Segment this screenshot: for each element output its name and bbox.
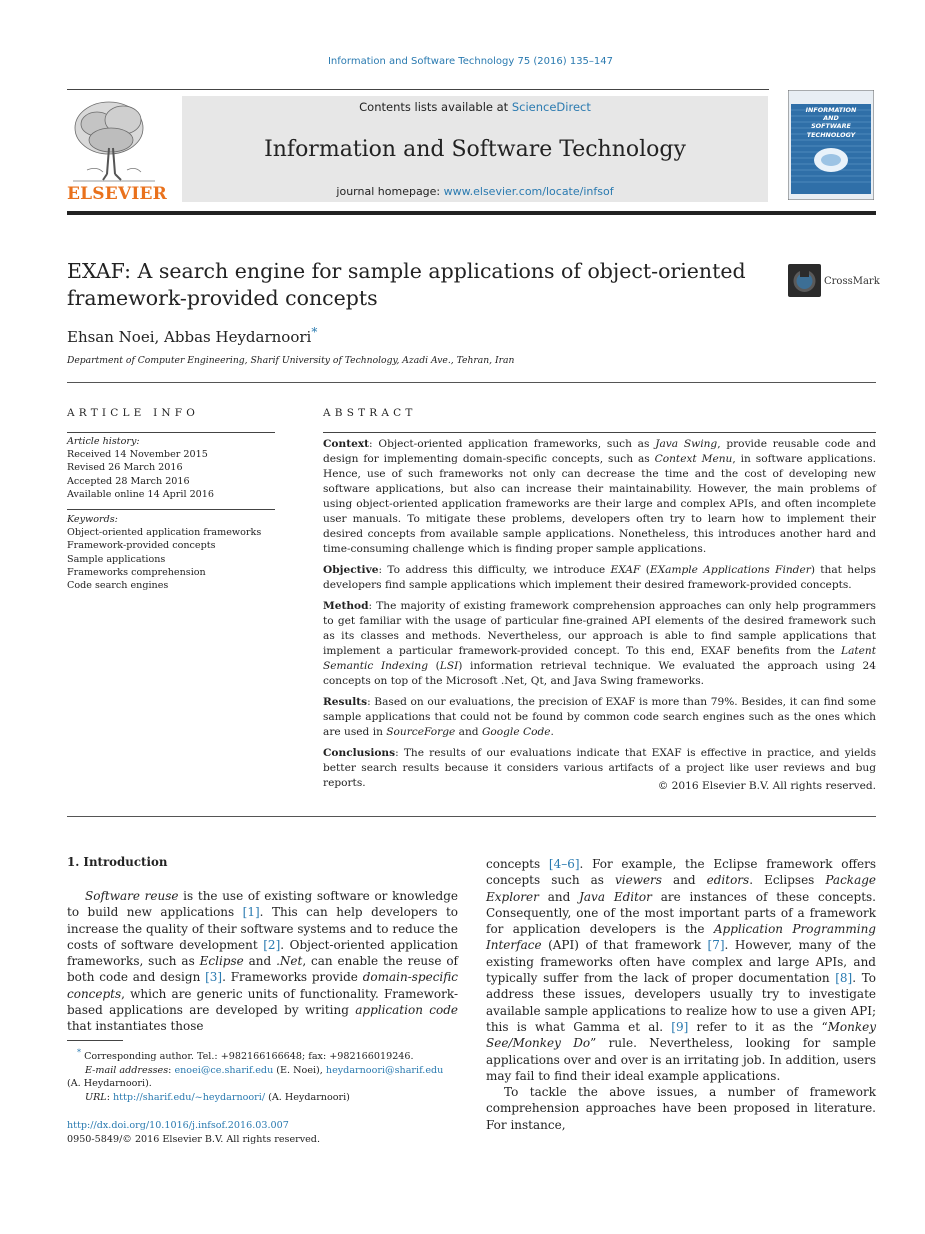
abstract-results [323,695,876,740]
text-run: (A. Heydarnoori) [265,1091,350,1103]
text-run: and [243,954,277,969]
text-run: concepts [486,857,549,871]
text-run: Corresponding author. Tel.: +982166166648; fax: +982166019246. [84,1051,414,1063]
results-label: Results [323,696,368,708]
text-run: Eclipse [199,954,244,969]
text-run: Java Swing [655,438,718,450]
divider [67,509,275,510]
homepage-line [182,185,768,198]
author-list [67,325,317,346]
homepage-prefix: journal homepage: [336,185,444,198]
cover-line: AND [823,114,839,123]
journal-reference[interactable]: Information and Software Technology 75 (2016) 135–147 [327,56,614,67]
text-run: (API) of that framework [541,938,708,953]
text-run: (A. Heydarnoori). [67,1078,152,1090]
divider [67,816,876,817]
issn-line: 0950-5849/© 2016 Elsevier B.V. All rights reserved. [67,1133,320,1145]
text-run: Package Explorer [486,873,877,904]
keyword-item: Framework-provided concepts [67,540,216,552]
text-run: : Based on our evaluations, the precision of EXAF is more than 79%. Besides, it can find some sample applications that could not be found by common code search engines such as the ones which are used in [323,696,876,738]
text-run: that instantiates those [67,1019,204,1034]
author-names: Ehsan Noei, Abbas Heydarnoori [67,328,312,346]
citation-link[interactable]: [9] [671,1019,689,1034]
header-top-rule [67,89,769,90]
abstract-method [323,599,876,689]
divider [67,432,275,433]
text-run: Latent Semantic Indexing [323,645,876,672]
publisher-wordmark: ELSEVIER [67,184,167,204]
keywords-label: Keywords: [67,514,118,525]
text-run: : The majority of existing framework comprehension approaches can only help programmers to get familiar with the usage of particular fine-grained API elements of the desired framework such as its classes and methods. Nevertheless, our approach is able to find sample applications that implement a particular framework-provided concept. To this end, EXAF benefits from the [323,600,876,657]
article-history [67,435,277,501]
text-run: and [538,889,580,904]
text-run: EXample Applications Finder [649,564,811,576]
section-heading: 1. Introduction [67,855,168,869]
text-run: refer to it as the “ [688,1019,828,1034]
text-run: viewers [614,873,662,888]
text-run: . Frameworks provide [222,970,363,985]
footnote-corresponding [67,1046,458,1064]
text-run: : Object-oriented application frameworks, such as [369,438,656,450]
text-run: are instances of these concepts. Consequently, one of the most important parts of a framework for application developers is the [486,889,876,937]
article-info-heading: ARTICLE INFO [67,407,200,419]
text-run: ( [640,564,650,576]
method-label: Method [323,600,369,612]
text-run: ) that helps developers find sample applications which implement their desired framework-provided concepts. [323,564,876,591]
text-run: and [661,873,707,888]
cover-line: TECHNOLOGY [806,130,856,139]
text-run: application code [355,1003,458,1018]
text-run: URL [85,1091,107,1103]
text-run: , can enable the reuse of both code and design [67,954,458,985]
sciencedirect-link[interactable]: ScienceDirect [511,100,591,114]
email-link[interactable]: heydarnoori@sharif.edu [325,1064,444,1076]
text-run: . For example, the Eclipse framework offers concepts such as [486,857,876,888]
doi-block [67,1119,320,1146]
citation-link[interactable]: [7] [707,938,725,953]
citation-link[interactable]: [4–6] [548,857,580,871]
text-run: Monkey See/Monkey Do [486,1019,876,1051]
text-run: . Eclipses [749,873,826,888]
keyword-item: Frameworks comprehension [67,566,206,578]
footnote-mark: * [77,1048,81,1057]
history-label: Article history: [67,436,140,447]
footnote-emails [67,1064,458,1091]
keyword-item: Object-oriented application frameworks [67,527,262,539]
body-paragraph [67,888,458,1035]
citation-link[interactable]: [2] [263,937,281,952]
objective-label: Objective [323,564,379,576]
text-run: : The results of our evaluations indicate that EXAF is effective in practice, and yields better search results because it considers various artifacts of a project like user reviews and bug reports. [323,747,876,789]
history-item: Revised 26 March 2016 [67,462,183,474]
intro-right-column [486,856,876,1133]
copyright: © 2016 Elsevier B.V. All rights reserved. [657,780,876,792]
abstract-context [323,437,876,557]
divider [323,432,876,433]
header-bottom-rule [67,211,876,215]
body-paragraph: To tackle the above issues, a number of framework comprehension approaches have been proposed in literature. For instance, [486,1085,876,1132]
context-label: Context [323,438,370,450]
citation-link[interactable]: [1] [242,905,260,920]
keywords [67,513,277,592]
text-run: : [168,1064,175,1076]
corresponding-author-mark[interactable]: * [311,325,318,339]
text-run: Application Programming Interface [486,922,876,953]
text-run: . [550,726,554,738]
divider [67,382,876,383]
text-run: .Net [276,954,303,969]
affiliation: Department of Computer Engineering, Sharif University of Technology, Azadi Ave., Tehran, Iran [67,355,515,366]
homepage-link[interactable]: www.elsevier.com/locate/infsof [443,185,614,198]
footnote-url [67,1091,458,1105]
text-run: (E. Noei), [273,1064,326,1076]
text-run: E-mail addresses [85,1064,169,1076]
intro-left-column [67,888,458,1035]
crossmark-icon[interactable] [788,264,821,297]
text-run: domain-specific concepts [67,970,458,1001]
abstract-objective [323,563,876,593]
keyword-item: Sample applications [67,553,166,565]
text-run: : To address this difficulty, we introduce [378,564,611,576]
conclusions-label: Conclusions [323,747,396,759]
article-title: EXAF: A search engine for sample applications of object-oriented framework-provided concepts [67,259,746,310]
text-run: ” rule. Nevertheless, looking for sample applications over and over is an irritating job. In addition, users may fail to find their ideal example applications. [486,1036,876,1083]
text-run: : [106,1091,113,1103]
crossmark-label[interactable]: CrossMark [824,276,880,287]
footnote-rule [67,1040,123,1041]
doi-link[interactable]: http://dx.doi.org/10.1016/j.infsof.2016.03.007 [67,1120,289,1131]
text-run: , in software applications. Hence, use of such frameworks not only can decrease the time and the cost of developing new software applications, but also can increase their maintainability. However, the main problems of using object-oriented application frameworks are their large and complex APIs, and often incomplete user manuals. To mitigate these problems, developers often try to learn how to implement their desired concepts from available sample applications. Nonetheless, this introduces another hard and time-consuming challenge which is finding proper sample applications. [323,453,876,555]
abstract-body [323,437,876,797]
footnotes [67,1046,458,1104]
body-paragraph [486,856,876,1084]
history-item: Available online 14 April 2016 [67,488,214,500]
text-run: and [455,726,482,738]
abstract-heading: ABSTRACT [323,407,417,419]
text-run: Context Menu [654,453,733,465]
text-run: . To address these issues, developers usually try to investigate available sample applications to realize how to use a given API; this is what Gamma et al. [486,971,876,1034]
email-link[interactable]: enoei@ce.sharif.edu [174,1064,274,1076]
text-run: . This can help developers to increase the quality of their software systems and to reduce the costs of software development [67,905,458,952]
journal-cover-image[interactable] [788,90,874,200]
text-run: . Object-oriented application frameworks, such as [67,937,458,969]
history-item: Received 14 November 2015 [67,449,208,461]
journal-title: Information and Software Technology [264,137,686,162]
text-run: LSI [439,660,459,672]
keyword-item: Code search engines [67,580,169,592]
cover-line: INFORMATION [805,106,857,114]
text-run: ( [427,660,440,672]
text-run: is the use of existing software or knowledge to build new applications [67,889,458,920]
cover-line: SOFTWARE [811,122,851,131]
text-run: editors [706,873,750,888]
text-run: EXAF [610,564,641,576]
contents-prefix: Contents lists available at [359,100,512,114]
homepage-url-link[interactable]: http://sharif.edu/~heydarnoori/ [112,1091,266,1103]
text-run: ) information retrieval technique. We evaluated the approach using 24 concepts on top of the Microsoft .Net, Qt, and Java Swing frameworks. [323,660,876,687]
citation-link[interactable]: [8] [835,971,853,986]
text-run: , which are generic units of functionality. Framework-based applications are developed by writing [67,986,458,1018]
history-item: Accepted 28 March 2016 [67,475,190,487]
text-run: Software reuse [85,889,179,903]
contents-line [182,100,768,114]
text-run: SourceForge [386,726,456,738]
citation-link[interactable]: [3] [205,970,223,985]
text-run: . However, many of the existing frameworks often have complex and large APIs, and typically suffer from the lack of proper documentation [486,938,877,986]
text-run: Java Editor [579,889,652,904]
text-run: , provide reusable code and design for implementing domain-specific concepts, such as [323,438,876,465]
text-run: Google Code [481,726,551,738]
